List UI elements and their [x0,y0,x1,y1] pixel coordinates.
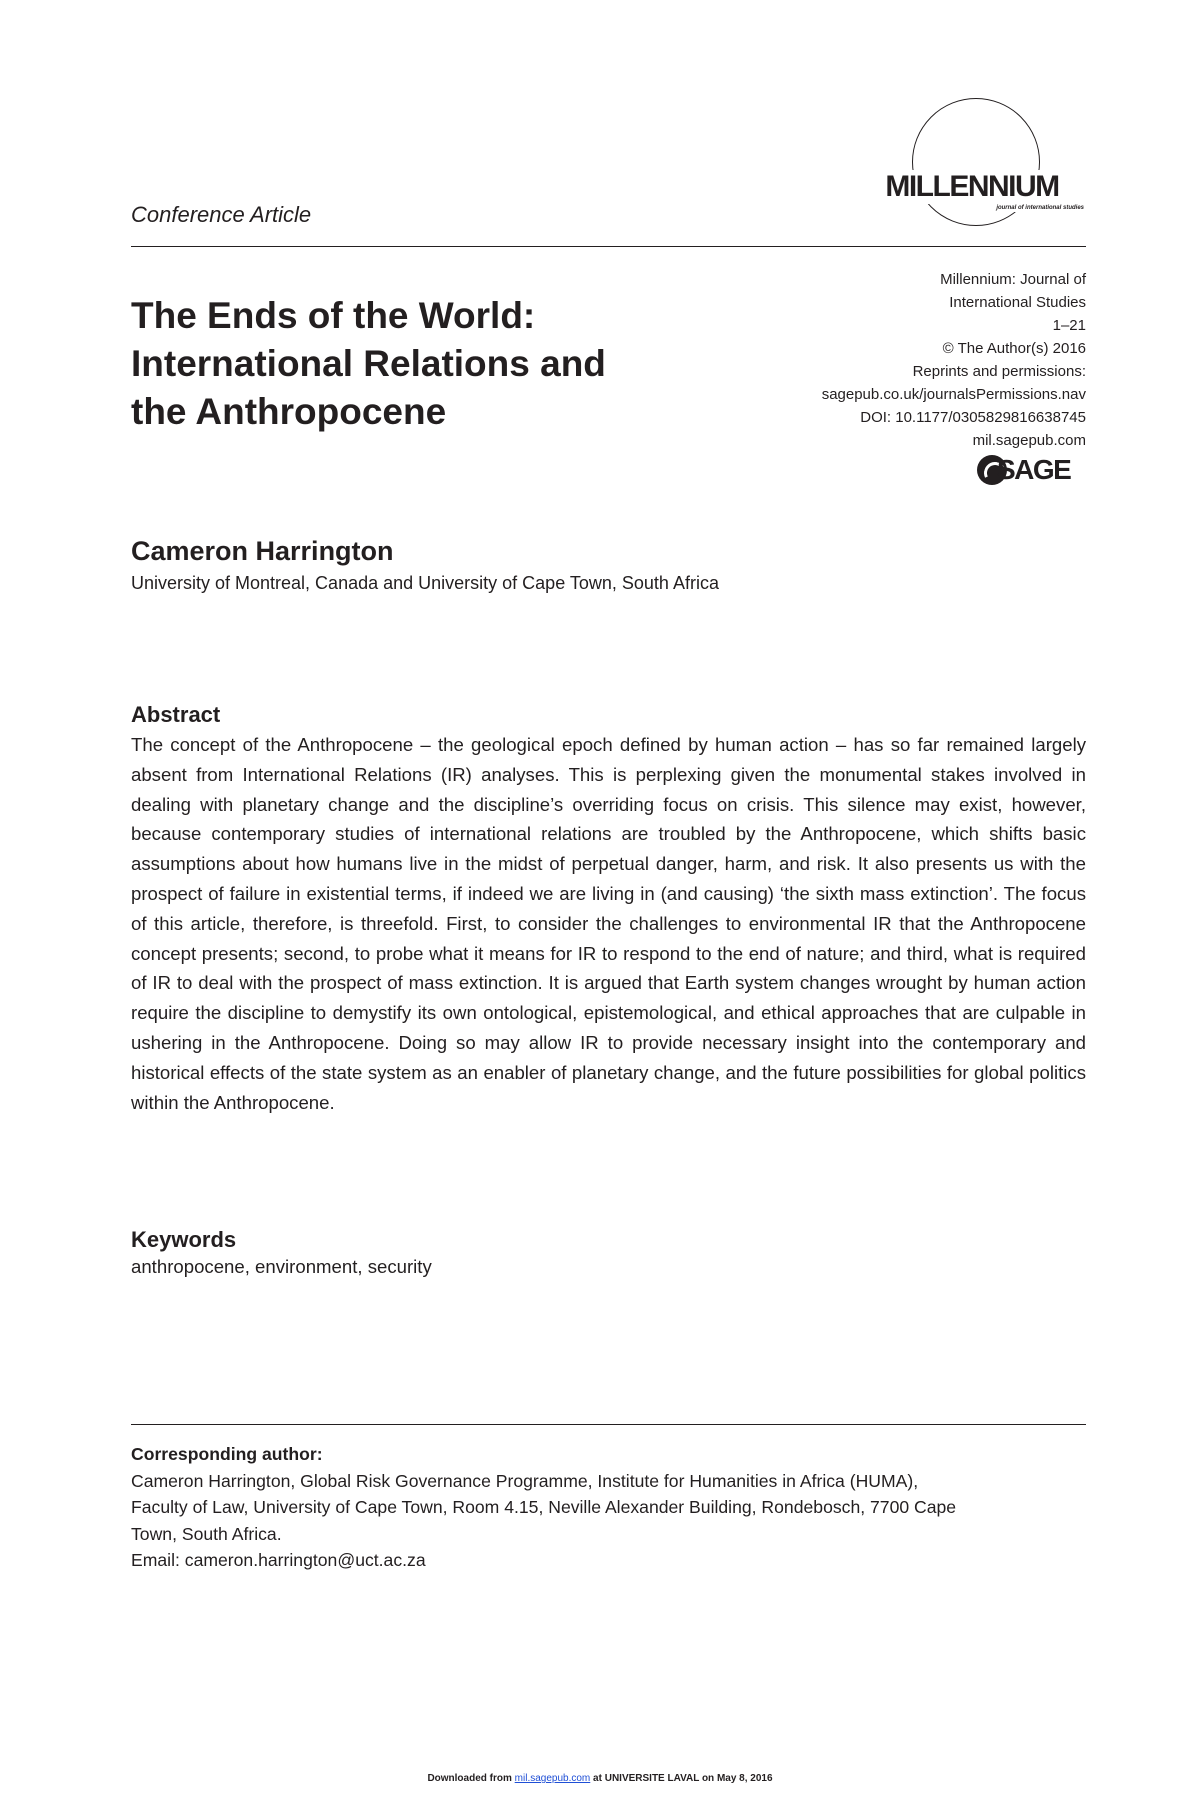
article-title [131,292,771,436]
corresponding-author-heading: Corresponding author: [131,1444,323,1464]
keywords-heading: Keywords [131,1227,237,1252]
header-divider [131,246,1086,247]
footer-prefix: Downloaded from [427,1773,512,1784]
download-footer [0,1773,1200,1784]
logo-subtitle: journal of international studies [964,204,1084,212]
correspondence-line: Cameron Harrington, Global Risk Governance Programme, Institute for Humanities in Africa (HUMA), [131,1470,919,1491]
sage-wordmark: SAGE [997,454,1071,485]
author-name: Cameron Harrington [131,536,394,566]
title-line: the Anthropocene [131,391,447,432]
reprints-label: Reprints and permissions: [912,363,1086,380]
footer-suffix: at UNIVERSITE LAVAL on May 8, 2016 [593,1773,773,1784]
abstract-text: The concept of the Anthropocene – the geological epoch defined by human action – has so far remained largely absent from International Relations (IR) analyses. This is perplexing given the monumental stakes involved in dealing with planetary change and the discipline’s overriding focus on crisis. This silence may exist, however, because contemporary studies of international relations are troubled by the Anthropocene, which shifts basic assumptions about how humans live in the midst of perpetual danger, harm, and risk. It also presents us with the prospect of failure in existential terms, if indeed we are living in (and causing) ‘the sixth mass extinction’. The focus of this article, therefore, is threefold. First, to consider the challenges to environmental IR that the Anthropocene concept presents; second, to probe what it means for IR to respond to the end of nature; and third, what is required of IR to deal with the prospect of mass extinction. It is argued that Earth system changes wrought by human action require the discipline to demystify its own ontological, epistemological, and ethical approaches that are culpable in ushering in the Anthropocene. Doing so may allow IR to provide necessary insight into the contemporary and historical effects of the state system as an enabler of planetary change, and the future possibilities for global politics within the Anthropocene. [131,734,1086,1113]
article-type: Conference Article [131,202,312,227]
correspondence-email[interactable]: Email: cameron.harrington@uct.ac.za [131,1550,426,1571]
permissions-link[interactable]: sagepub.co.uk/journalsPermissions.nav [821,386,1086,403]
journal-name: Millennium: Journal of [940,271,1086,288]
footer-site-link[interactable]: mil.sagepub.com [514,1773,591,1784]
correspondence-line: Town, South Africa. [131,1523,282,1544]
footnote-divider [131,1424,1086,1425]
correspondence-line: Faculty of Law, University of Cape Town, Room 4.15, Neville Alexander Building, Rondebosch, 7700 Cape [131,1497,957,1518]
sage-logo [977,453,1087,487]
title-line: International Relations and [131,343,606,384]
keywords-list: anthropocene, environment, security [131,1256,432,1277]
copyright: © The Author(s) 2016 [942,340,1086,357]
journal-site-link[interactable]: mil.sagepub.com [972,432,1086,449]
abstract-heading: Abstract [131,702,221,727]
journal-metadata [756,268,1086,452]
doi[interactable]: DOI: 10.1177/0305829816638745 [860,409,1086,426]
author-affiliation: University of Montreal, Canada and University of Cape Town, South Africa [131,573,719,593]
corresponding-author-block [131,1441,1086,1574]
logo-wordmark: MILLENNIUM [866,170,1078,204]
title-line: The Ends of the World: [131,295,536,336]
journal-logo [860,98,1090,218]
page-range: 1–21 [1052,317,1086,334]
journal-name-cont: International Studies [949,294,1086,311]
